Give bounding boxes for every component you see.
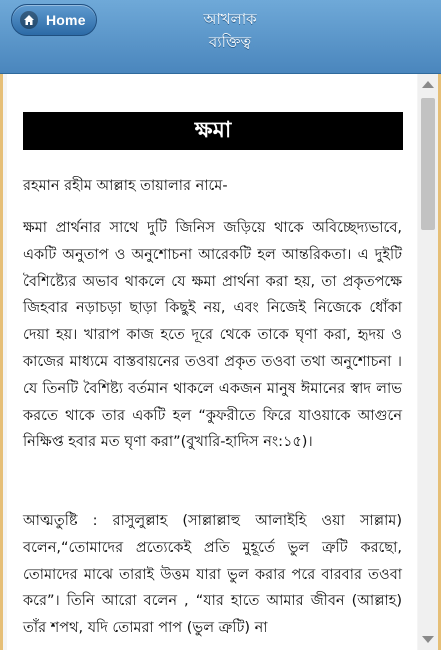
vertical-scrollbar[interactable] [418,74,438,650]
page-title-line2: ব্যক্তিত্ব [208,33,252,51]
page-title [120,8,340,54]
article-content [7,74,417,650]
arrow-down-icon[interactable] [422,636,434,643]
home-icon [20,11,38,29]
scrollbar-thumb[interactable] [421,98,435,230]
article-paragraph: ক্ষমা প্রার্থনার সাথে দুটি জিনিস জড়িয়ে থাকে অবিচ্ছেদ্যভাবে, একটি অনুতাপ ও অনুশোচনা আরেকটি হল আন্তরিকতা। এ দুইটি বৈশিষ্ট্যের অভাব থাকলে যে ক্ষমা প্রার্থনা করা হয়, তা প্রকৃতপক্ষে জিহবার নড়াচড়া ছাড়া কিছুই নয়, এবং নিজেই নিজেকে ধোঁকা দেয়া হয়। খারাপ কাজ হতে দূরে থেকে তাকে ঘৃণা করা, হৃদয় ও কাজের মাধ্যমে বাস্তবায়নের তওবা প্রকৃত তওবা তথা অনুশোচনা । যে তিনটি বৈশিষ্ট্য বর্তমান থাকলে একজন মানুষ ঈমানের স্বাদ লাভ করতে থাকে তার একটি হল “কুফরীতে ফিরে যাওয়াকে আগুনে নিক্ষিপ্ত হবার মত ঘৃণা করা”(বুখারি-হাদিস নং:১৫)। [23,220,402,451]
arrow-up-icon[interactable] [422,81,434,88]
page-title-line1: আখলাক [203,10,257,28]
article-paragraph: রহমান রহীম আল্লাহ তায়ালার নামে- [23,178,228,194]
home-button[interactable] [11,4,97,36]
header-bar [0,0,441,74]
article-heading: ক্ষমা [23,112,403,150]
article-paragraph: আত্মতুষ্টি : রাসুলুল্লাহ (সাল্লাল্লাহু আলাইহি ওয়া সাল্লাম) বলেন,“তোমাদের প্রত্যেকেই প্রতি মুহূর্তে ভুল ত্রুটি করছো, তোমাদের মাঝে তারাই উত্তম যারা ভুল করার পরে বারবার তওবা করে”। তিনি আরো বলেন , “যার হাতে আমার জীবন (আল্লাহ) তাঁর শপথ, যদি তোমরা পাপ (ভুল ত্রুটি) না [23,513,402,637]
home-button-label: Home [46,12,86,28]
